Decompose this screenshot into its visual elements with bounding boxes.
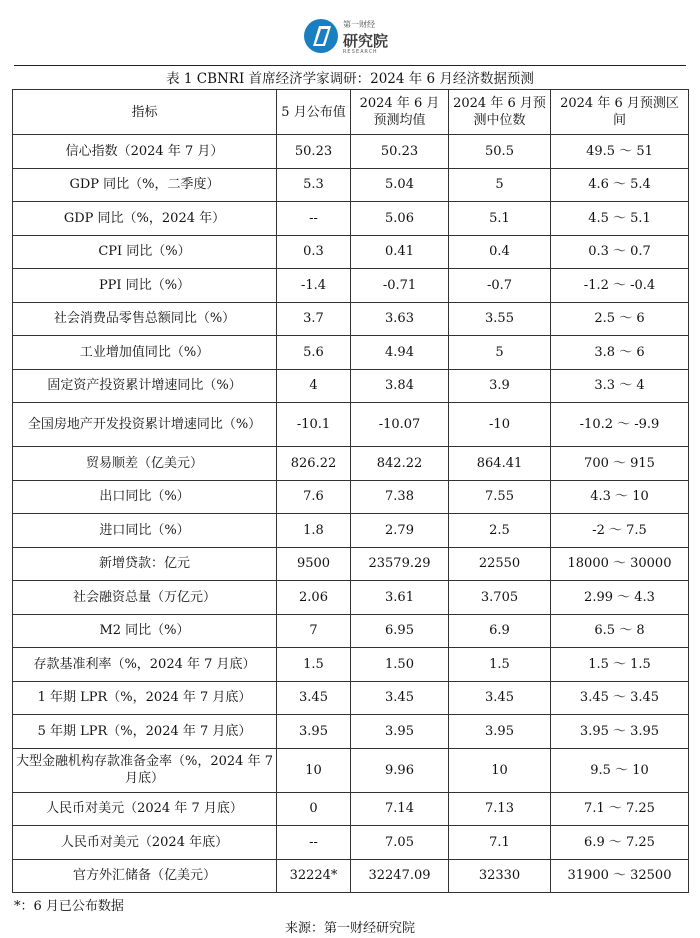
cell-may-value: 1.8 bbox=[277, 514, 351, 548]
cell-mean: 3.95 bbox=[351, 715, 449, 749]
cell-indicator: 人民币对美元（2024 年底） bbox=[13, 826, 277, 860]
table-row bbox=[13, 269, 689, 303]
table-row bbox=[13, 581, 689, 615]
cell-may-value: 0 bbox=[277, 792, 351, 826]
cell-median: -10 bbox=[449, 403, 551, 447]
table-row bbox=[13, 235, 689, 269]
cell-range: 4.5 ～ 5.1 bbox=[551, 202, 689, 236]
table-row bbox=[13, 715, 689, 749]
table-row bbox=[13, 447, 689, 481]
cell-indicator: 社会融资总量（万亿元） bbox=[13, 581, 277, 615]
forecast-table bbox=[12, 89, 689, 893]
cell-may-value: 5.3 bbox=[277, 168, 351, 202]
cell-indicator: M2 同比（%） bbox=[13, 614, 277, 648]
cell-range: 4.3 ～ 10 bbox=[551, 480, 689, 514]
cell-mean: -10.07 bbox=[351, 403, 449, 447]
cell-range: 0.3 ～ 0.7 bbox=[551, 235, 689, 269]
table-row bbox=[13, 202, 689, 236]
cell-median: 3.95 bbox=[449, 715, 551, 749]
column-header-range: 2024 年 6 月预测区间 bbox=[551, 90, 689, 135]
table-row bbox=[13, 369, 689, 403]
cell-range: -2 ～ 7.5 bbox=[551, 514, 689, 548]
cell-indicator: 官方外汇储备（亿美元） bbox=[13, 859, 277, 893]
cell-mean: 4.94 bbox=[351, 336, 449, 370]
cell-mean: 32247.09 bbox=[351, 859, 449, 893]
cell-indicator: 贸易顺差（亿美元） bbox=[13, 447, 277, 481]
cell-indicator: 存款基准利率（%，2024 年 7 月底） bbox=[13, 648, 277, 682]
cell-mean: 1.50 bbox=[351, 648, 449, 682]
cell-median: 864.41 bbox=[449, 447, 551, 481]
cell-indicator: CPI 同比（%） bbox=[13, 235, 277, 269]
table-body bbox=[13, 135, 689, 893]
cell-may-value: 3.95 bbox=[277, 715, 351, 749]
cell-indicator: 1 年期 LPR（%，2024 年 7 月底） bbox=[13, 681, 277, 715]
cell-mean: 7.38 bbox=[351, 480, 449, 514]
cell-indicator: 进口同比（%） bbox=[13, 514, 277, 548]
cell-indicator: 工业增加值同比（%） bbox=[13, 336, 277, 370]
table-row bbox=[13, 336, 689, 370]
cell-mean: 23579.29 bbox=[351, 547, 449, 581]
cell-may-value: 0.3 bbox=[277, 235, 351, 269]
cell-indicator: 信心指数（2024 年 7 月） bbox=[13, 135, 277, 169]
column-header-indicator: 指标 bbox=[13, 90, 277, 135]
cell-range: 9.5 ～ 10 bbox=[551, 748, 689, 792]
cell-may-value: -- bbox=[277, 202, 351, 236]
cell-may-value: 3.45 bbox=[277, 681, 351, 715]
cell-median: -0.7 bbox=[449, 269, 551, 303]
cell-median: 5 bbox=[449, 336, 551, 370]
cell-median: 0.4 bbox=[449, 235, 551, 269]
cell-may-value: -10.1 bbox=[277, 403, 351, 447]
table-row bbox=[13, 648, 689, 682]
cell-may-value: 5.6 bbox=[277, 336, 351, 370]
cell-mean: 3.45 bbox=[351, 681, 449, 715]
cell-may-value: 2.06 bbox=[277, 581, 351, 615]
cell-range: 6.9 ～ 7.25 bbox=[551, 826, 689, 860]
table-row bbox=[13, 547, 689, 581]
table-row bbox=[13, 614, 689, 648]
column-header-median: 2024 年 6 月预测中位数 bbox=[449, 90, 551, 135]
cell-indicator: 大型金融机构存款准备金率（%，2024 年 7 月底） bbox=[13, 748, 277, 792]
table-row bbox=[13, 859, 689, 893]
logo-name: 研究院 bbox=[343, 32, 389, 50]
cell-range: -10.2 ～ -9.9 bbox=[551, 403, 689, 447]
cell-mean: 0.41 bbox=[351, 235, 449, 269]
cell-median: 5 bbox=[449, 168, 551, 202]
cell-median: 6.9 bbox=[449, 614, 551, 648]
cell-range: 3.45 ～ 3.45 bbox=[551, 681, 689, 715]
cell-median: 7.1 bbox=[449, 826, 551, 860]
table-row bbox=[13, 792, 689, 826]
cell-mean: 6.95 bbox=[351, 614, 449, 648]
footnote: *：6 月已公布数据 bbox=[14, 899, 124, 914]
cell-median: 5.1 bbox=[449, 202, 551, 236]
column-header-may: 5 月公布值 bbox=[277, 90, 351, 135]
cell-may-value: 7 bbox=[277, 614, 351, 648]
logo-mark-icon bbox=[303, 16, 339, 56]
table-row bbox=[13, 480, 689, 514]
cell-median: 3.705 bbox=[449, 581, 551, 615]
table-row bbox=[13, 135, 689, 169]
cell-may-value: 10 bbox=[277, 748, 351, 792]
cell-may-value: 1.5 bbox=[277, 648, 351, 682]
table-row bbox=[13, 681, 689, 715]
cell-indicator: PPI 同比（%） bbox=[13, 269, 277, 303]
cell-range: 700 ～ 915 bbox=[551, 447, 689, 481]
logo bbox=[303, 16, 403, 60]
table-header-row bbox=[13, 90, 689, 135]
cell-indicator: 5 年期 LPR（%，2024 年 7 月底） bbox=[13, 715, 277, 749]
cell-mean: 9.96 bbox=[351, 748, 449, 792]
cell-range: 2.99 ～ 4.3 bbox=[551, 581, 689, 615]
header-divider bbox=[14, 65, 686, 66]
logo-small-text: 第一财经 bbox=[343, 20, 375, 29]
cell-range: 1.5 ～ 1.5 bbox=[551, 648, 689, 682]
cell-range: 4.6 ～ 5.4 bbox=[551, 168, 689, 202]
cell-median: 7.13 bbox=[449, 792, 551, 826]
column-header-mean: 2024 年 6 月预测均值 bbox=[351, 90, 449, 135]
cell-may-value: -- bbox=[277, 826, 351, 860]
cell-range: 6.5 ～ 8 bbox=[551, 614, 689, 648]
table-row bbox=[13, 403, 689, 447]
cell-mean: 5.06 bbox=[351, 202, 449, 236]
cell-mean: 5.04 bbox=[351, 168, 449, 202]
cell-mean: 3.61 bbox=[351, 581, 449, 615]
cell-mean: 7.14 bbox=[351, 792, 449, 826]
cell-range: 3.8 ～ 6 bbox=[551, 336, 689, 370]
cell-median: 1.5 bbox=[449, 648, 551, 682]
cell-median: 3.45 bbox=[449, 681, 551, 715]
cell-may-value: 826.22 bbox=[277, 447, 351, 481]
table-row bbox=[13, 826, 689, 860]
cell-range: 7.1 ～ 7.25 bbox=[551, 792, 689, 826]
cell-median: 10 bbox=[449, 748, 551, 792]
cell-range: 49.5 ～ 51 bbox=[551, 135, 689, 169]
cell-may-value: -1.4 bbox=[277, 269, 351, 303]
cell-may-value: 32224* bbox=[277, 859, 351, 893]
cell-mean: 50.23 bbox=[351, 135, 449, 169]
logo-en-text: RESEARCH bbox=[343, 49, 378, 55]
cell-median: 32330 bbox=[449, 859, 551, 893]
cell-median: 2.5 bbox=[449, 514, 551, 548]
cell-mean: -0.71 bbox=[351, 269, 449, 303]
cell-mean: 7.05 bbox=[351, 826, 449, 860]
table-title: 表 1 CBNRI 首席经济学家调研：2024 年 6 月经济数据预测 bbox=[166, 71, 534, 87]
cell-indicator: 社会消费品零售总额同比（%） bbox=[13, 302, 277, 336]
cell-indicator: 出口同比（%） bbox=[13, 480, 277, 514]
cell-may-value: 7.6 bbox=[277, 480, 351, 514]
table-row bbox=[13, 514, 689, 548]
cell-median: 3.9 bbox=[449, 369, 551, 403]
cell-range: 3.3 ～ 4 bbox=[551, 369, 689, 403]
cell-range: 31900 ～ 32500 bbox=[551, 859, 689, 893]
cell-median: 3.55 bbox=[449, 302, 551, 336]
cell-indicator: 人民币对美元（2024 年 7 月底） bbox=[13, 792, 277, 826]
cell-indicator: 新增贷款：亿元 bbox=[13, 547, 277, 581]
cell-mean: 842.22 bbox=[351, 447, 449, 481]
cell-may-value: 3.7 bbox=[277, 302, 351, 336]
cell-indicator: GDP 同比（%，二季度） bbox=[13, 168, 277, 202]
cell-may-value: 50.23 bbox=[277, 135, 351, 169]
cell-range: 2.5 ～ 6 bbox=[551, 302, 689, 336]
cell-may-value: 4 bbox=[277, 369, 351, 403]
cell-median: 7.55 bbox=[449, 480, 551, 514]
cell-median: 50.5 bbox=[449, 135, 551, 169]
table-row bbox=[13, 168, 689, 202]
cell-may-value: 9500 bbox=[277, 547, 351, 581]
table-row bbox=[13, 748, 689, 792]
cell-median: 22550 bbox=[449, 547, 551, 581]
cell-range: 18000 ～ 30000 bbox=[551, 547, 689, 581]
cell-mean: 3.84 bbox=[351, 369, 449, 403]
cell-mean: 2.79 bbox=[351, 514, 449, 548]
source-line: 来源：第一财经研究院 bbox=[284, 921, 415, 936]
cell-indicator: GDP 同比（%，2024 年） bbox=[13, 202, 277, 236]
cell-range: 3.95 ～ 3.95 bbox=[551, 715, 689, 749]
table-row bbox=[13, 302, 689, 336]
cell-indicator: 全国房地产开发投资累计增速同比（%） bbox=[13, 403, 277, 447]
cell-indicator: 固定资产投资累计增速同比（%） bbox=[13, 369, 277, 403]
cell-range: -1.2 ～ -0.4 bbox=[551, 269, 689, 303]
cell-mean: 3.63 bbox=[351, 302, 449, 336]
